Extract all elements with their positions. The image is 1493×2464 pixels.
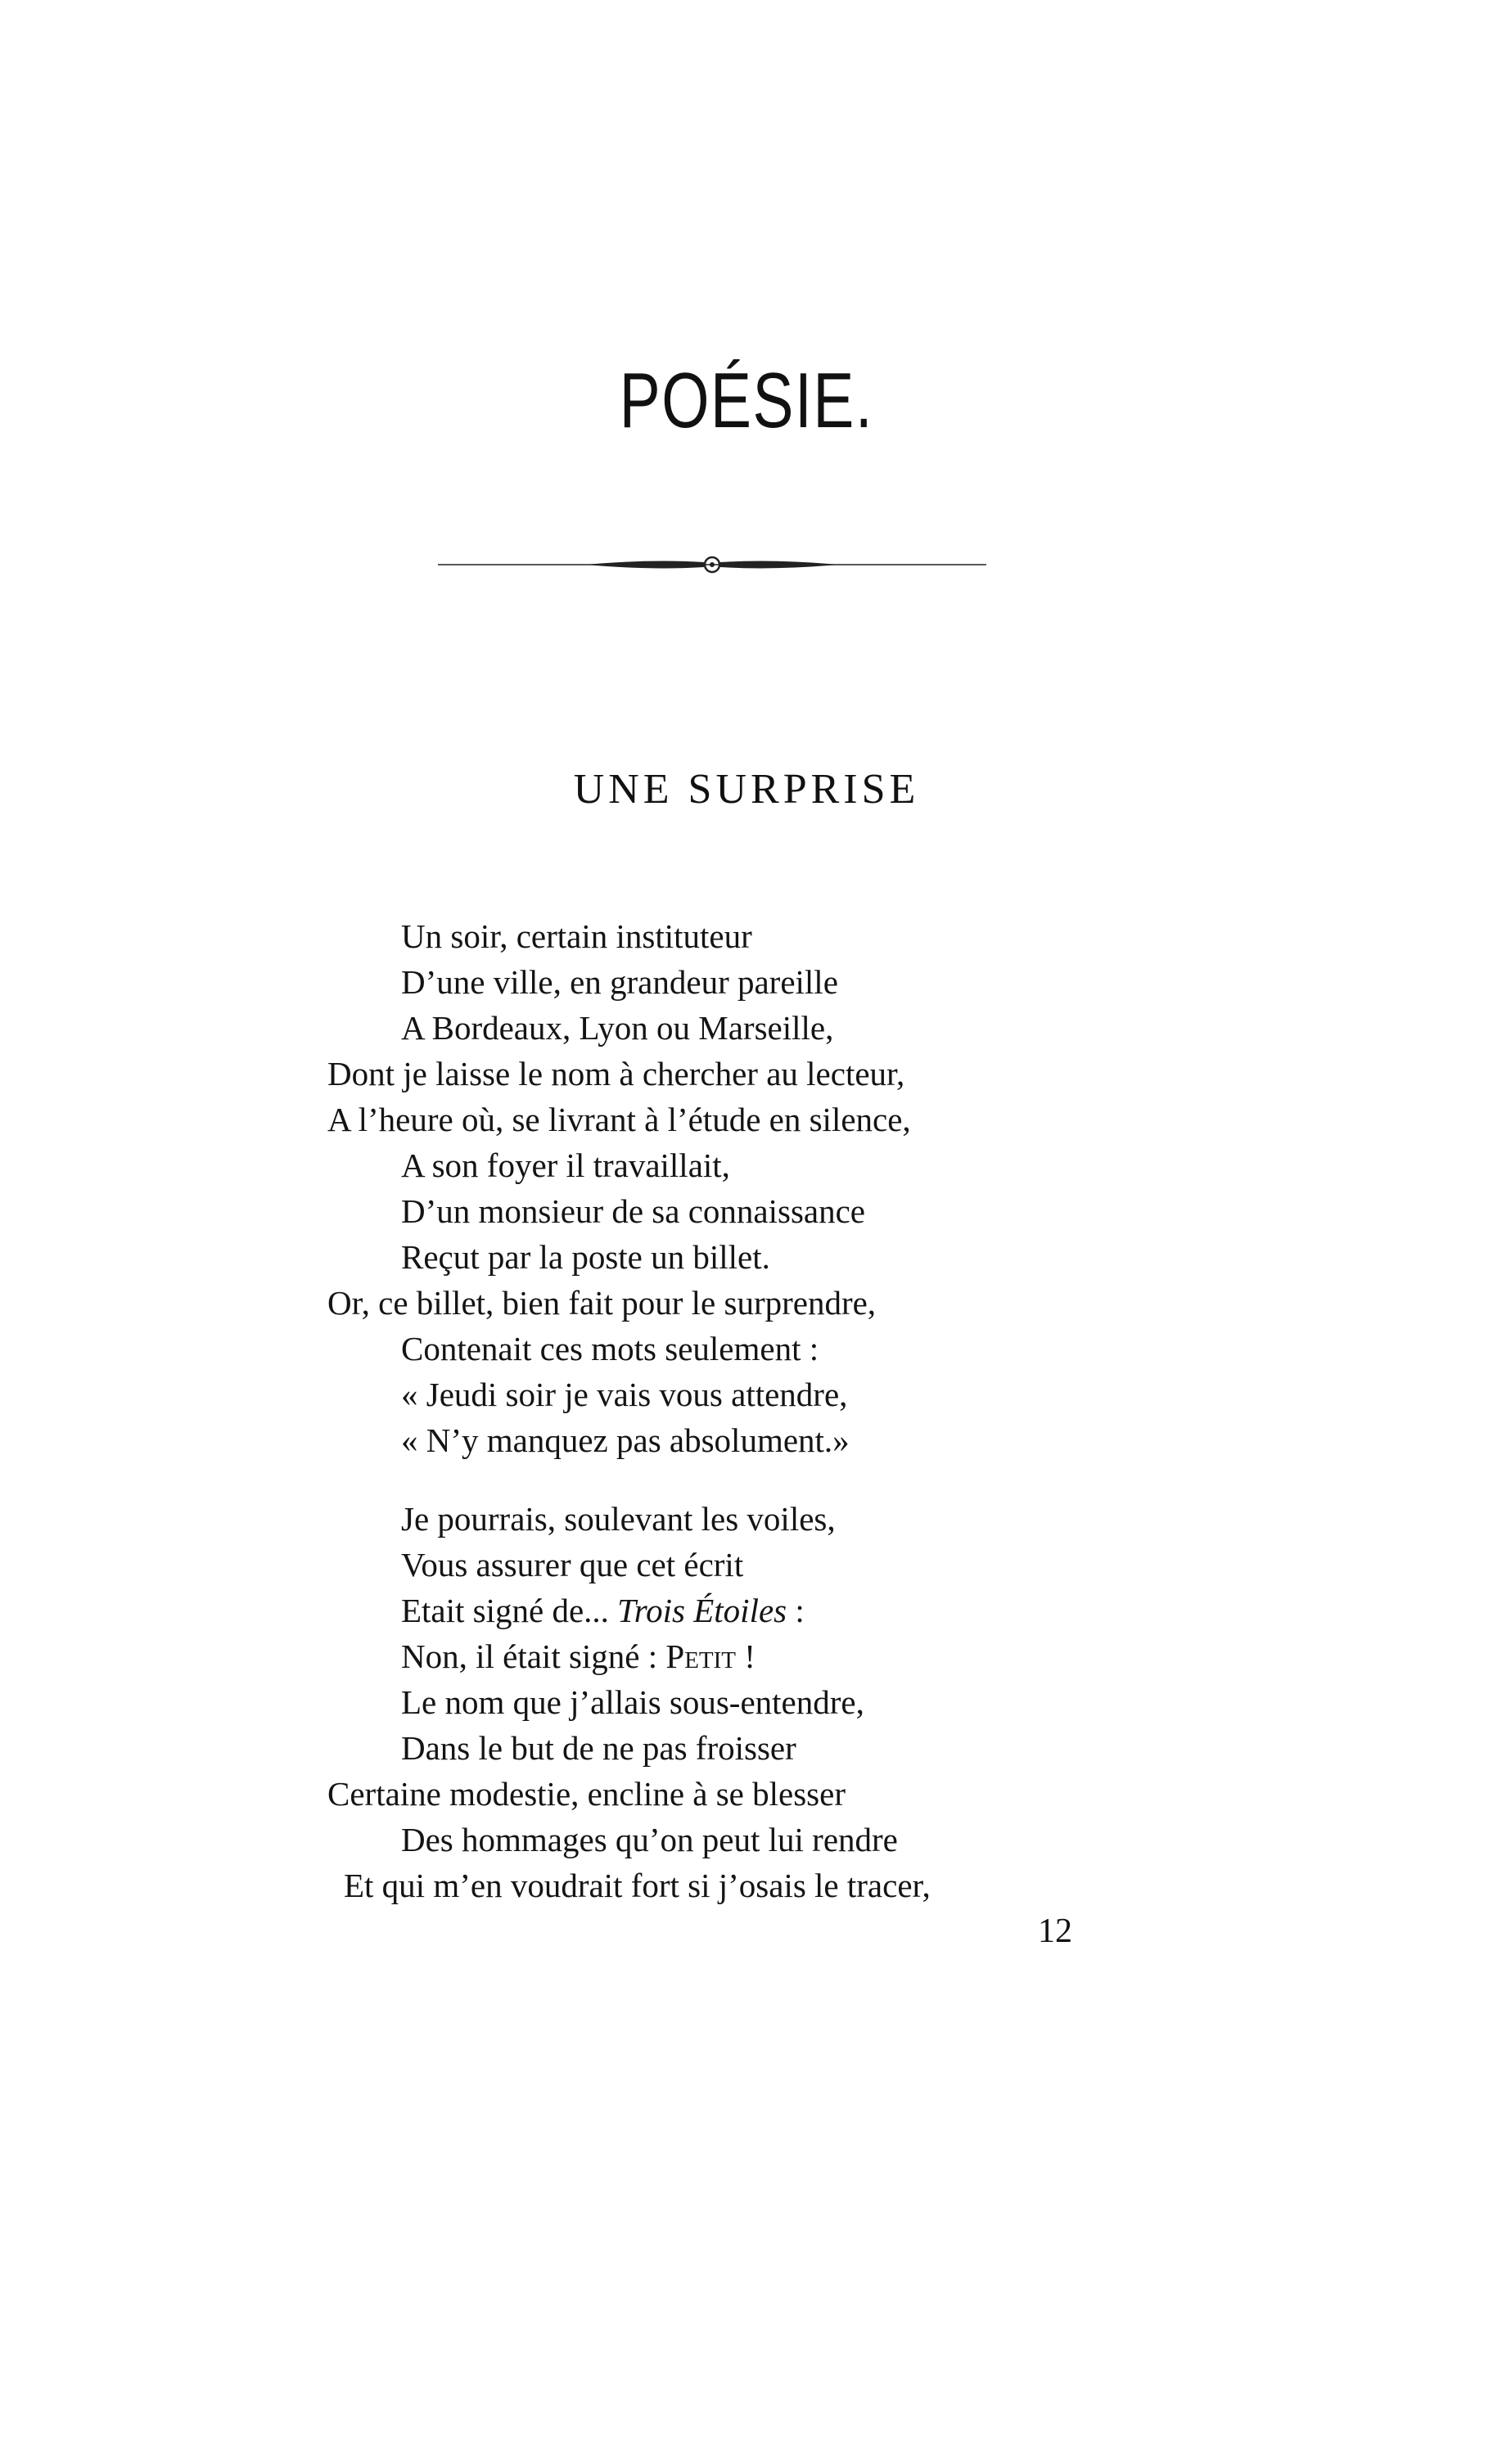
verse-line: Reçut par la poste un billet. [401,1238,770,1276]
verse-text: Etait signé de... [401,1592,618,1629]
poem-title: UNE SURPRISE [573,766,920,813]
verse-line: Or, ce billet, bien fait pour le surprendre, [327,1284,877,1322]
verse-line: D’une ville, en grandeur pareille [401,963,838,1001]
verse-line: A l’heure où, se livrant à l’étude en silence, [327,1101,911,1138]
verse-line: Le nom que j’allais sous-entendre, [401,1683,864,1721]
verse-line: Des hommages qu’on peut lui rendre [401,1821,898,1858]
page-number: 12 [1038,1912,1072,1950]
verse-line: A son foyer il travaillait, [401,1146,730,1184]
verse-italic: Trois Étoiles [617,1592,787,1629]
verse-line: Dont je laisse le nom à chercher au lecteur, [327,1055,905,1092]
verse-text: : [787,1592,805,1629]
verse-line: D’un monsieur de sa connaissance [401,1192,865,1230]
verse-line: Vous assurer que cet écrit [401,1546,744,1583]
verse-small-caps: Petit [665,1637,737,1675]
stanza-2 [327,1496,1146,1908]
section-title: POÉSIE. [619,357,874,444]
ornament-divider [438,548,986,581]
verse-line [327,1633,1146,1679]
verse-line [327,1588,1146,1633]
verse-line: Et qui m’en voudrait fort si j’osais le tracer, [344,1867,931,1904]
verse-line: Certaine modestie, encline à se blesser [327,1775,846,1813]
stanza-1 [327,913,1146,1463]
verse-text: ! [736,1637,756,1675]
verse-line: Contenait ces mots seulement : [401,1330,819,1367]
verse-line: Je pourrais, soulevant les voiles, [401,1500,836,1538]
verse-line: A Bordeaux, Lyon ou Marseille, [401,1009,834,1047]
verse-line: Un soir, certain instituteur [401,917,752,955]
verse-text: Non, il était signé : [401,1637,666,1675]
verse-line: « Jeudi soir je vais vous attendre, [401,1376,848,1413]
verse-line: « N’y manquez pas absolument.» [401,1421,850,1459]
verse-line: Dans le but de ne pas froisser [401,1729,796,1767]
